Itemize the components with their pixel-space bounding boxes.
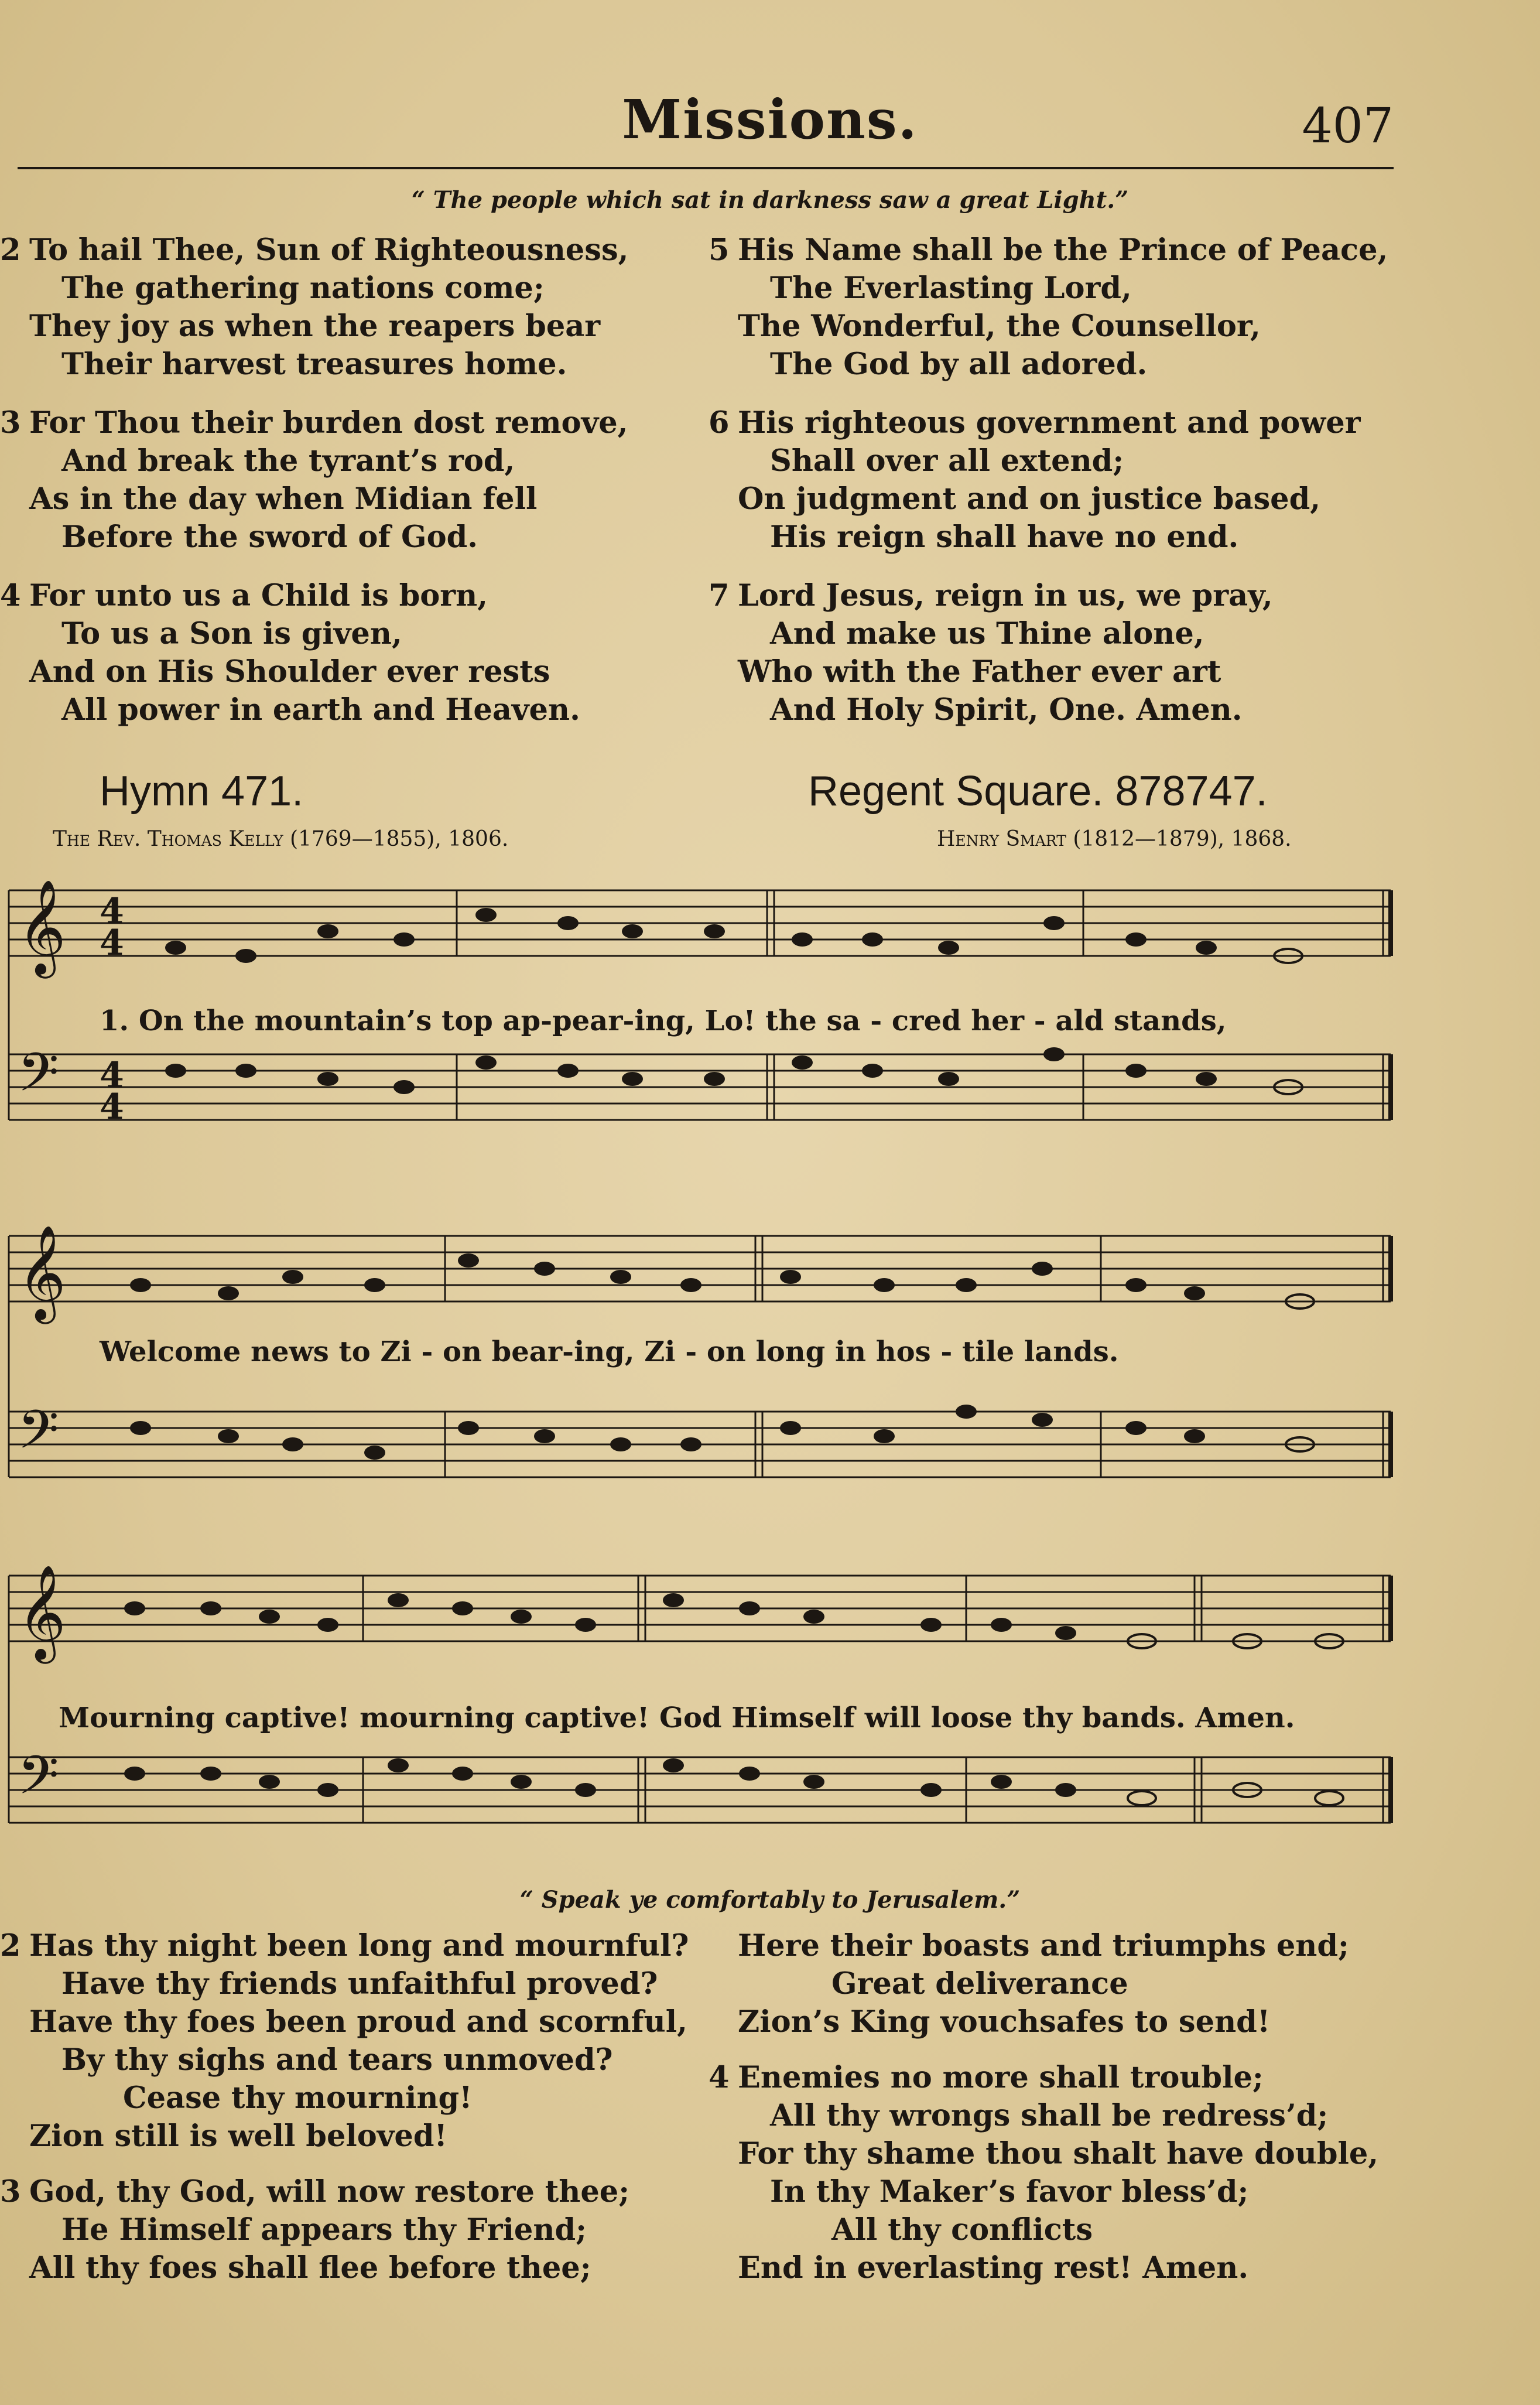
treble-clef: 𝄞: [18, 1225, 66, 1320]
verse-line: And break the tyrant’s rod,: [61, 443, 515, 479]
bass-clef: 𝄢: [18, 1399, 59, 1474]
verse-number: 5: [709, 233, 730, 268]
verse-line: All thy foes shall flee before thee;: [29, 2250, 591, 2286]
verse-top-4: [0, 577, 580, 729]
tune-name: Regent Square. 878747.: [808, 768, 1268, 815]
verse-top-5: [709, 231, 1388, 384]
epigraph-top: “ The people which sat in darkness saw a great Light.”: [411, 186, 1129, 214]
verse-line: Lord Jesus, reign in us, we pray,: [738, 578, 1273, 613]
verse-line: Have thy friends unfaithful proved?: [61, 1966, 658, 2001]
treble-staff: [9, 1236, 1391, 1301]
hymn-number: Hymn 471.: [100, 768, 304, 815]
verse-bottom-2: [0, 1927, 689, 2155]
verse-line: And on His Shoulder ever rests: [29, 654, 550, 689]
verse-line: All thy wrongs shall be redress’d;: [770, 2098, 1329, 2133]
time-signature-treble: 4: [100, 891, 124, 932]
verse-line: Here their boasts and triumphs end;: [738, 1928, 1349, 1963]
verse-line: As in the day when Midian fell: [29, 481, 538, 517]
verse-line: His righteous government and power: [738, 405, 1361, 440]
verse-line: For unto us a Child is born,: [29, 578, 488, 613]
verse-line: All thy conflicts: [831, 2212, 1093, 2247]
verse-bottom-3: [0, 2173, 629, 2287]
verse-bottom-3-continued: [709, 1927, 1349, 2041]
verse-line: End in everlasting rest! Amen.: [738, 2250, 1249, 2286]
verse-line: On judgment and on justice based,: [738, 481, 1321, 517]
verse-top-6: [709, 404, 1361, 556]
verse-line: All power in earth and Heaven.: [61, 692, 580, 727]
bass-clef: 𝄢: [18, 1744, 59, 1819]
treble-clef: 𝄞: [18, 879, 66, 975]
verse-line: He Himself appears thy Friend;: [61, 2212, 587, 2247]
lyric-line-2: Welcome news to Zi - on bear-ing, Zi - on long in hos - tile lands.: [100, 1335, 1119, 1368]
verse-top-2: [0, 231, 628, 384]
lyric-line-1: 1. On the mountain’s top ap-pear-ing, Lo! the sa - cred her - ald stands,: [100, 1005, 1227, 1037]
verse-line: By thy sighs and tears unmoved?: [61, 2042, 613, 2078]
time-signature-treble: 4: [100, 923, 124, 964]
verse-line: For thy shame thou shalt have double,: [738, 2136, 1379, 2171]
verse-line: And make us Thine alone,: [770, 616, 1204, 651]
verse-bottom-4: [709, 2059, 1378, 2287]
verse-line: Cease thy mourning!: [123, 2081, 473, 2116]
verse-line: In thy Maker’s favor bless’d;: [770, 2174, 1249, 2209]
verse-number: 4: [0, 578, 21, 613]
verse-number: 6: [709, 405, 730, 440]
verse-number: 3: [0, 405, 21, 440]
verse-line: To hail Thee, Sun of Righteousness,: [29, 233, 629, 268]
bass-staff: [9, 1757, 1391, 1823]
verse-line: And Holy Spirit, One. Amen.: [770, 692, 1243, 727]
verse-line: The gathering nations come;: [61, 271, 545, 306]
verse-line: The God by all adored.: [770, 347, 1148, 382]
verse-top-7: [709, 577, 1273, 729]
verse-line: Before the sword of God.: [61, 520, 478, 555]
verse-line: The Wonderful, the Counsellor,: [738, 309, 1261, 344]
verse-line: Have thy foes been proud and scornful,: [29, 2004, 687, 2040]
verse-line: Zion’s King vouchsafes to send!: [738, 2004, 1271, 2040]
epigraph-bottom: “ Speak ye comfortably to Jerusalem.”: [519, 1886, 1021, 1914]
verse-line: Has thy night been long and mournful?: [29, 1928, 689, 1963]
verse-line: God, thy God, will now restore thee;: [29, 2174, 630, 2209]
verse-line: His Name shall be the Prince of Peace,: [738, 233, 1388, 268]
treble-staff: [9, 890, 1391, 956]
verse-line: To us a Son is given,: [61, 616, 402, 651]
verse-line: His reign shall have no end.: [770, 520, 1239, 555]
verse-line: Who with the Father ever art: [738, 654, 1221, 689]
running-title: Missions.: [622, 88, 918, 151]
verse-number: 3: [0, 2174, 21, 2209]
verse-number: 7: [709, 578, 730, 613]
verse-line: Shall over all extend;: [770, 443, 1124, 479]
verse-number: 2: [0, 1928, 21, 1963]
verse-line: Great deliverance: [831, 1966, 1128, 2001]
lyric-line-3: Mourning captive! mourning captive! God Himself will loose thy bands. Amen.: [59, 1702, 1295, 1734]
verse-line: They joy as when the reapers bear: [29, 309, 601, 344]
page-number: 407: [1302, 98, 1394, 154]
time-signature-bass: 4: [100, 1087, 124, 1128]
verse-line: Enemies no more shall trouble;: [738, 2060, 1264, 2095]
verse-line: Their harvest treasures home.: [61, 347, 567, 382]
hymn-composer: Henry Smart (1812—1879), 1868.: [937, 827, 1292, 851]
bass-clef: 𝄢: [18, 1041, 59, 1116]
verse-line: The Everlasting Lord,: [770, 271, 1132, 306]
hymn-author: The Rev. Thomas Kelly (1769—1855), 1806.: [53, 827, 509, 851]
treble-clef: 𝄞: [18, 1564, 66, 1660]
header-rule: [18, 167, 1394, 169]
verse-top-3: [0, 404, 628, 556]
verse-line: Zion still is well beloved!: [29, 2119, 447, 2154]
notes-system-1: [165, 908, 1302, 1094]
time-signature-bass: 4: [100, 1055, 124, 1096]
bass-staff: [9, 1054, 1391, 1120]
verse-line: For Thou their burden dost remove,: [29, 405, 628, 440]
verse-number: 2: [0, 233, 21, 268]
verse-number: 4: [709, 2060, 730, 2095]
